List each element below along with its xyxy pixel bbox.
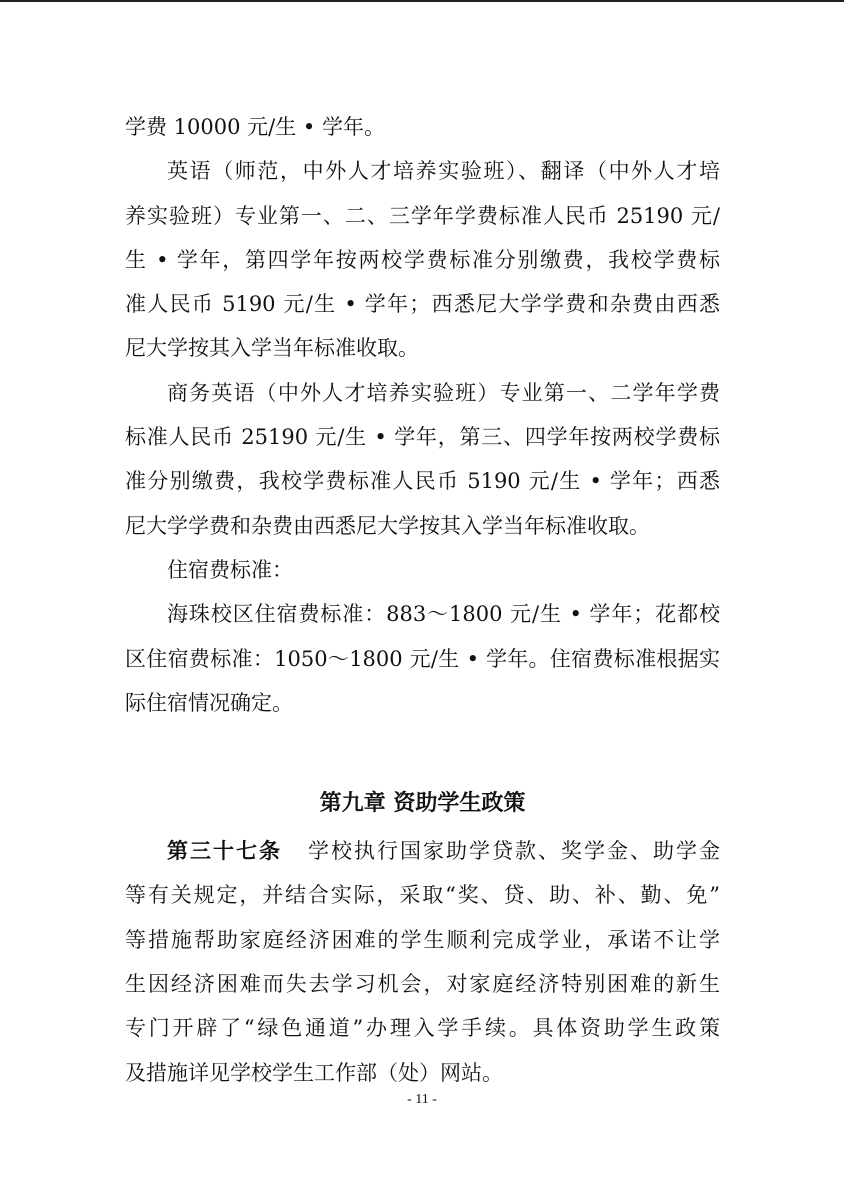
section-spacer — [125, 725, 720, 769]
paragraph-line: 养实验班）专业第一、二、三学年学费标准人民币 25190 元/ — [125, 203, 720, 228]
paragraph-line: 准人民币 5190 元/生 • 学年；西悉尼大学学费和杂费由西悉 — [125, 292, 720, 317]
top-border-line — [0, 0, 844, 2]
paragraph-line: 住宿费标准： — [167, 557, 293, 582]
paragraph-line: 等措施帮助家庭经济困难的学生顺利完成学业，承诺不让学 — [125, 927, 720, 952]
paragraph-line: 准分别缴费，我校学费标准人民币 5190 元/生 • 学年；西悉 — [125, 469, 720, 494]
article-text: 学校执行国家助学贷款、奖学金、助学金 — [308, 839, 721, 864]
paragraph-line: 区住宿费标准：1050～1800 元/生 • 学年。住宿费标准根据实 — [125, 646, 720, 671]
paragraph-line: 学费 10000 元/生 • 学年。 — [125, 115, 385, 139]
paragraph-line: 专门开辟了“绿色通道”办理入学手续。具体资助学生政策 — [125, 1016, 720, 1041]
paragraph-line: 海珠校区住宿费标准：883～1800 元/生 • 学年；花都校 — [167, 602, 720, 627]
paragraph-line: 标准人民币 25190 元/生 • 学年，第三、四学年按两校学费标 — [125, 425, 720, 450]
paragraph-line: 生 • 学年，第四学年按两校学费标准分别缴费，我校学费标 — [125, 247, 720, 272]
page-number: - 11 - — [407, 1092, 437, 1107]
paragraph-line: 等有关规定，并结合实际，采取“奖、贷、助、补、勤、免” — [125, 883, 720, 908]
article-number: 第三十七条 — [167, 839, 282, 864]
paragraph-line: 生因经济困难而失去学习机会，对家庭经济特别困难的新生 — [125, 972, 720, 997]
document-body — [125, 105, 720, 1095]
paragraph-line: 际住宿情况确定。 — [125, 690, 293, 715]
paragraph-line: 英语（师范，中外人才培养实验班）、翻译（中外人才培 — [167, 159, 720, 184]
paragraph-line: 商务英语（中外人才培养实验班）专业第一、二学年学费 — [167, 380, 720, 405]
article-first-line — [125, 829, 720, 873]
paragraph-line: 及措施详见学校学生工作部（处）网站。 — [125, 1060, 503, 1085]
chapter-heading: 第九章 资助学生政策 — [319, 791, 526, 817]
paragraph-line: 尼大学学费和杂费由西悉尼大学按其入学当年标准收取。 — [125, 513, 650, 538]
paragraph-line: 尼大学按其入学当年标准收取。 — [125, 336, 419, 361]
